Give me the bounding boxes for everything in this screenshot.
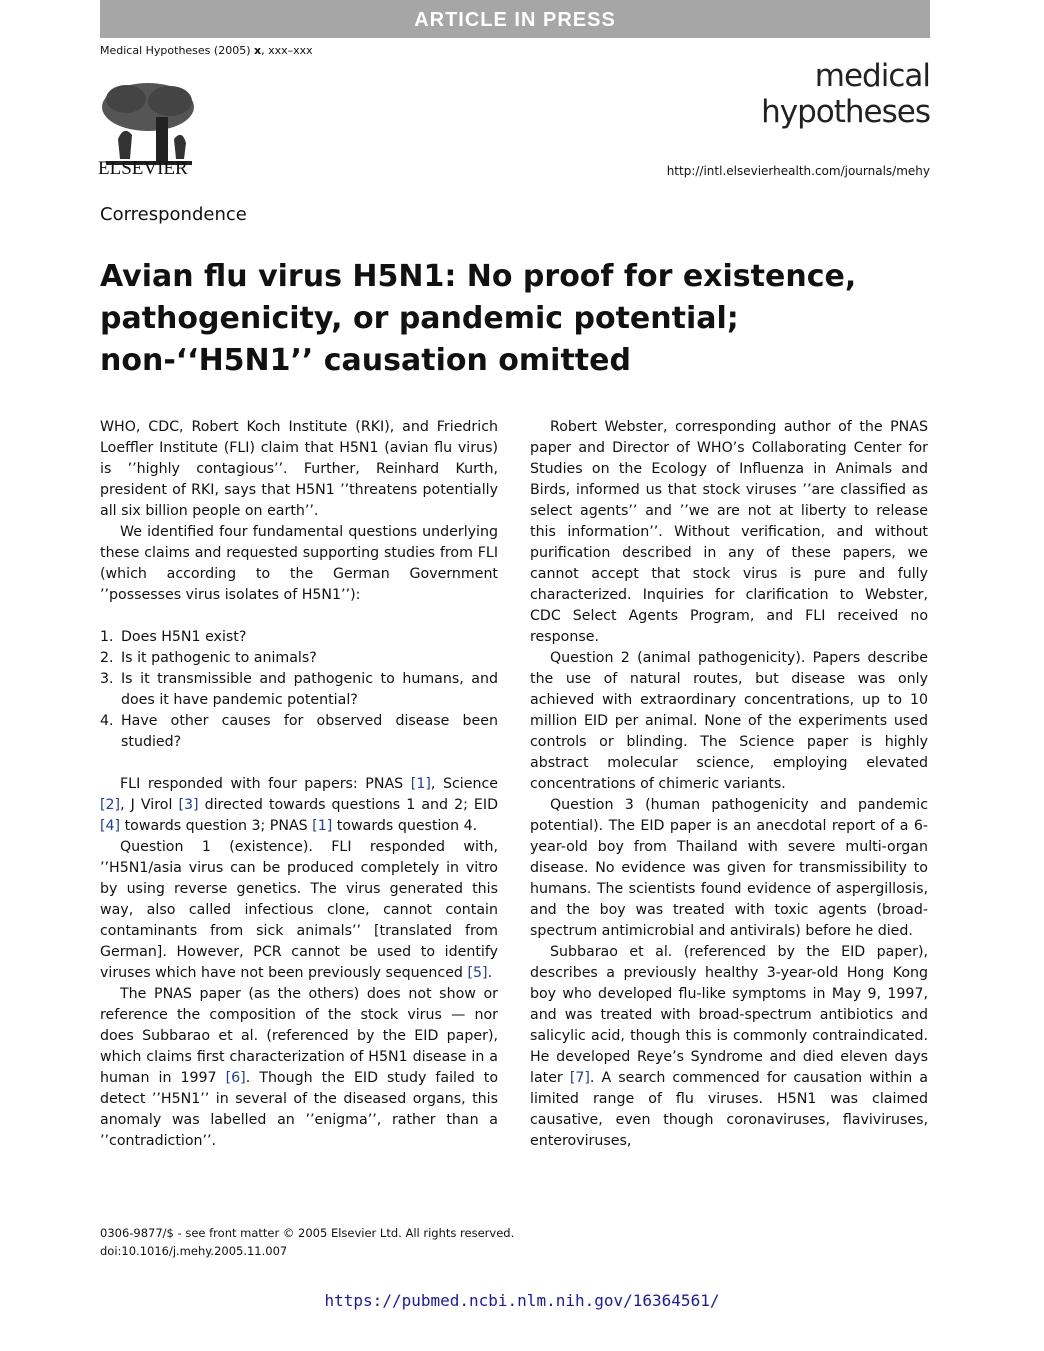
pubmed-source-url[interactable]: https://pubmed.ncbi.nlm.nih.gov/16364561/ xyxy=(324,1291,720,1310)
paragraph xyxy=(100,774,498,837)
text-run: . xyxy=(487,965,493,981)
reference-link[interactable]: [6] xyxy=(225,1070,246,1086)
paragraph: Question 2 (animal pathogenicity). Papers describe the use of natural routes, but disease was only achieved with extraordinary concentrations, up to 10 million EID per animal. None of the experiments used controls or blinding. The Science paper is highly abstract molecular science, employing elevated concentrations of chimeric variants. xyxy=(530,650,928,792)
list-number: 2. xyxy=(100,650,114,666)
list-number: 4. xyxy=(100,713,114,729)
list-item xyxy=(100,669,498,711)
article-in-press-banner: ARTICLE IN PRESS xyxy=(100,0,930,38)
article-title: Avian flu virus H5N1: No proof for existence, pathogenicity, or pandemic potential; non-‘‘H5N1’’ causation omitted xyxy=(100,259,857,378)
right-column xyxy=(530,417,928,1152)
journal-citation: Medical Hypotheses (2005) x, xxx–xxx xyxy=(100,44,313,57)
reference-link[interactable]: [2] xyxy=(100,797,121,813)
text-run: FLI responded with four papers: PNAS xyxy=(120,776,411,792)
paragraph: WHO, CDC, Robert Koch Institute (RKI), and Friedrich Loeffler Institute (FLI) claim that H5N1 (avian flu virus) is ’’highly contagious’’. Further, Reinhard Kurth, president of RKI, says that H5N1 ’’threatens potentially all six billion people on earth’’. xyxy=(100,419,498,519)
question-list xyxy=(100,627,498,753)
text-run: directed towards questions 1 and 2; EID xyxy=(198,797,498,813)
reference-link[interactable]: [4] xyxy=(100,818,121,834)
paragraph xyxy=(100,837,498,984)
list-text: Is it pathogenic to animals? xyxy=(121,650,317,666)
footer-rights xyxy=(100,1224,514,1260)
paragraph: Question 3 (human pathogenicity and pandemic potential). The EID paper is an anecdotal report of a 6-year-old boy from Thailand with severe multi-organ disease. No evidence was given for transmissibility to humans. The scientists found evidence of aspergillosis, and the boy was treated with toxic agents (broad-spectrum antimicrobial and antivirals) before he died. xyxy=(530,797,928,939)
text-run: towards question 3; PNAS xyxy=(120,818,313,834)
journal-url[interactable]: http://intl.elsevierhealth.com/journals/mehy xyxy=(666,164,930,178)
text-run: , J Virol xyxy=(120,797,179,813)
text-run: . A search commenced for causation within a limited range of flu viruses. H5N1 was claimed causative, even though coronaviruses, flaviviruses, enteroviruses, xyxy=(530,1070,928,1149)
list-item xyxy=(100,711,498,753)
reference-link[interactable]: [1] xyxy=(312,818,333,834)
text-run: Question 1 (existence). FLI responded with, ’’H5N1/asia virus can be produced completely in vitro by using reverse genetics. The virus generated this way, also called infectious clone, cannot contain contaminants from sick animals’’ [translated from German]. However, PCR cannot be used to identify viruses which have not been previously sequenced xyxy=(100,839,498,981)
reference-link[interactable]: [7] xyxy=(569,1070,590,1086)
paragraph xyxy=(100,984,498,1152)
paragraph: We identified four fundamental questions underlying these claims and requested supporting studies from FLI (which according to the German Government ’’possesses virus isolates of H5N1’’): xyxy=(100,524,498,603)
paragraph xyxy=(530,942,928,1152)
left-column xyxy=(100,417,498,1152)
elsevier-wordmark: ELSEVIER xyxy=(98,158,188,179)
journal-brand xyxy=(761,58,930,130)
list-item xyxy=(100,627,498,648)
list-text: Does H5N1 exist? xyxy=(121,629,247,645)
doi-line: doi:10.1016/j.mehy.2005.11.007 xyxy=(100,1244,288,1258)
reference-link[interactable]: [1] xyxy=(410,776,431,792)
section-heading: Correspondence xyxy=(100,204,247,225)
journal-brand-line1: medical xyxy=(814,58,930,94)
text-run: . Though the EID study failed to detect ’’H5N1’’ in several of the diseased organs, this anomaly was labelled an ’’enigma’’, rather than a ’’contradiction’’. xyxy=(100,1070,498,1149)
list-text: Is it transmissible and pathogenic to humans, and does it have pandemic potential? xyxy=(121,671,498,708)
paragraph: Robert Webster, corresponding author of the PNAS paper and Director of WHO’s Collaborating Center for Studies on the Ecology of Influenza in Animals and Birds, informed us that stock viruses ’’are classified as select agents’’ and ’’we are not at liberty to release this information’’. Without verification, and without purification described in any of these papers, we cannot accept that stock virus is pure and fully characterized. Inquiries for clarification to Webster, CDC Select Agents Program, and FLI received no response. xyxy=(530,419,928,645)
list-item xyxy=(100,648,498,669)
list-text: Have other causes for observed disease been studied? xyxy=(121,713,498,750)
text-run: , Science xyxy=(430,776,498,792)
text-run: The PNAS paper (as the others) does not show or reference the composition of the stock virus — nor does Subbarao et al. (referenced by the EID paper), which claims first characterization of H5N1 disease in a human in 1997 xyxy=(100,986,498,1086)
reference-link[interactable]: [3] xyxy=(178,797,199,813)
journal-brand-line2: hypotheses xyxy=(761,94,930,130)
list-number: 3. xyxy=(100,671,114,687)
reference-link[interactable]: [5] xyxy=(467,965,488,981)
list-number: 1. xyxy=(100,629,114,645)
text-run: towards question 4. xyxy=(332,818,478,834)
copyright-line: 0306-9877/$ - see front matter © 2005 Elsevier Ltd. All rights reserved. xyxy=(100,1226,515,1240)
text-run: Subbarao et al. (referenced by the EID paper), describes a previously healthy 3-year-old Hong Kong boy who developed flu-like symptoms in May 9, 1997, and was treated with broad-spectrum antibiotics and salicylic acid, though this is commonly contraindicated. He developed Reye’s Syndrome and died eleven days later xyxy=(530,944,928,1086)
